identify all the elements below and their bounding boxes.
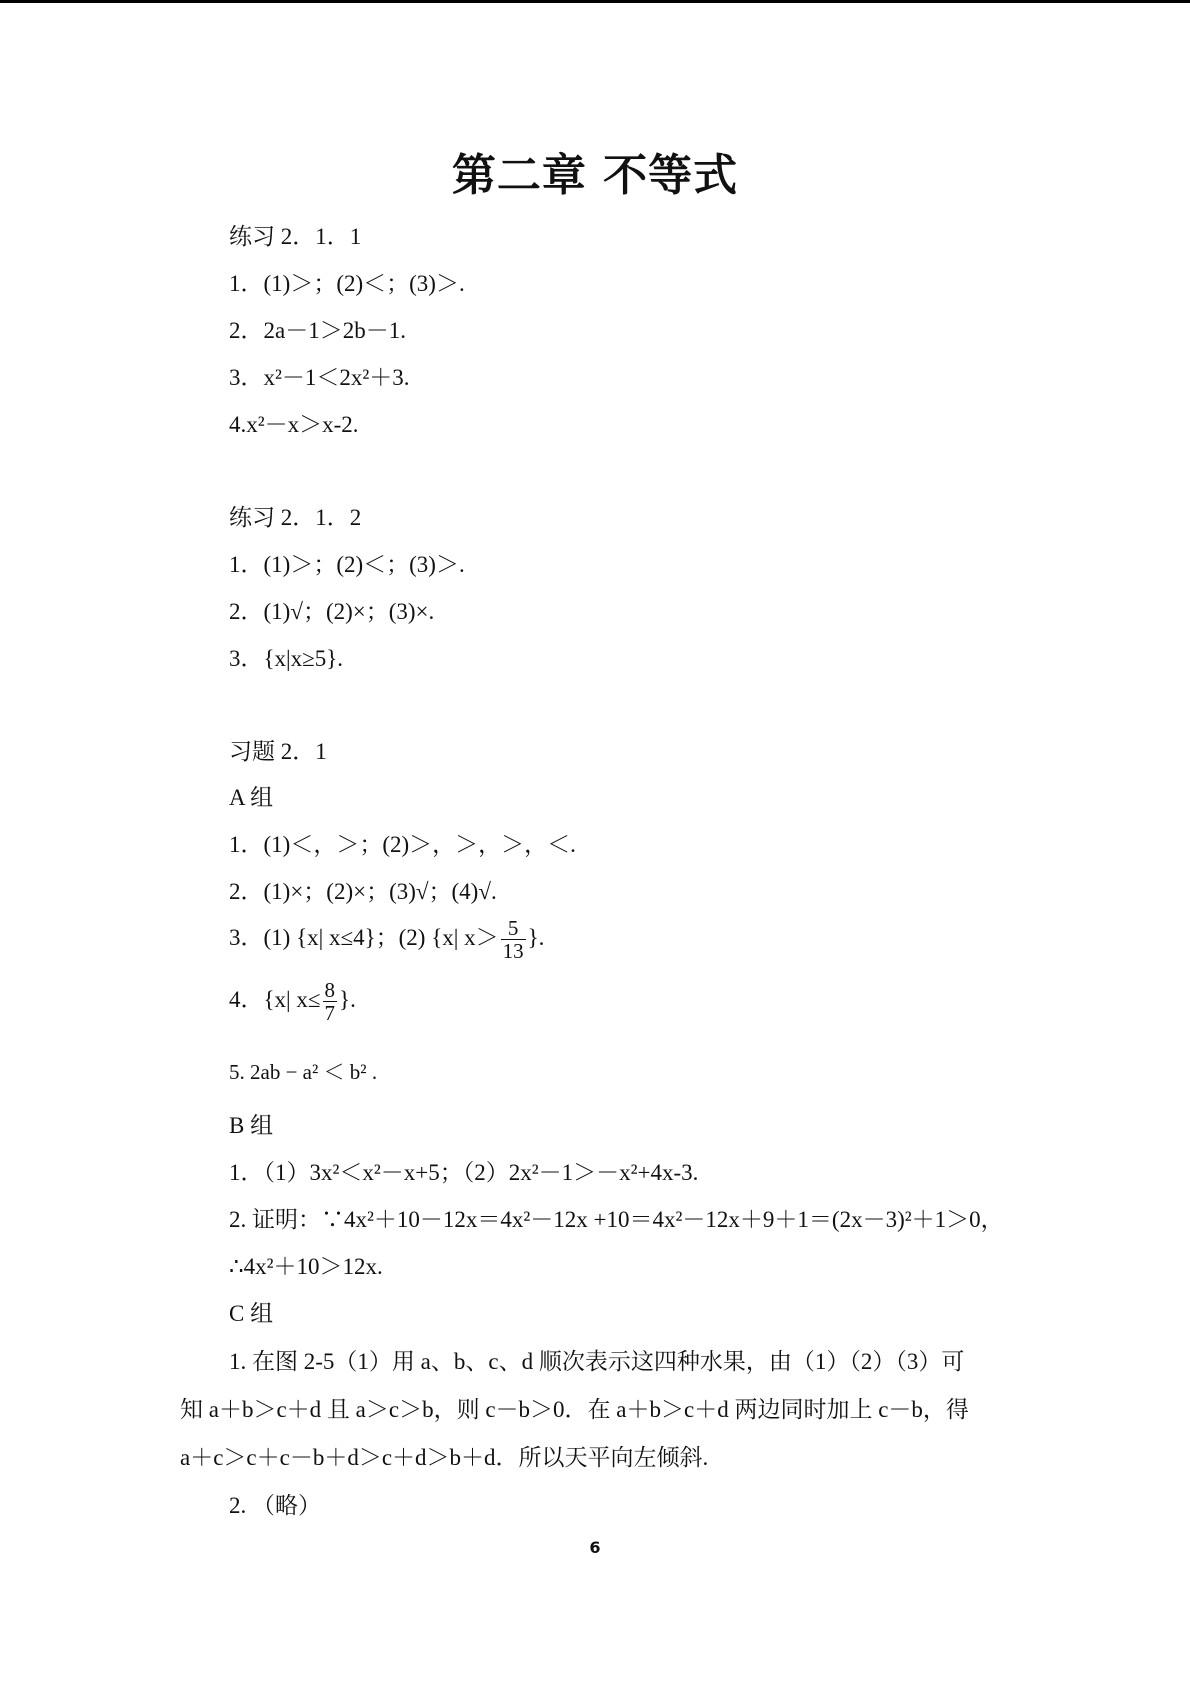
answer-line: 知 a＋b＞c＋d 且 a＞c＞b，则 c－b＞0．在 a＋b＞c＋d 两边同时加上 c－b，得 [180, 1397, 969, 1422]
fraction-denominator: 13 [502, 939, 524, 963]
answer-line: 2. 证明：∵4x²＋10－12x＝4x²－12x +10＝4x²－12x＋9＋1＝(2x－3)²＋1＞0， [229, 1207, 1004, 1232]
exercise-2-1-2-heading: 练习 2．1．2 [229, 505, 362, 530]
answer-line: 5. 2ab − a² ＜ b² . [229, 1060, 378, 1084]
page-number: 6 [589, 1538, 601, 1557]
fraction-numerator: 5 [501, 917, 526, 940]
answer-line-with-fraction [229, 979, 356, 1024]
answer-line: 2．(1)√；(2)×；(3)×. [229, 599, 435, 624]
group-b-label: B 组 [229, 1113, 274, 1138]
answer-line: 2．2a－1＞2b－1. [229, 318, 406, 343]
fraction [323, 979, 338, 1024]
chapter-title: 第二章 不等式 [451, 150, 739, 201]
answer-line: 2. （略） [229, 1493, 321, 1518]
fraction-denominator: 7 [324, 1001, 336, 1025]
answer-line: 1．（1）3x²＜x²－x+5；（2）2x²－1＞－x²+4x-3. [229, 1160, 699, 1185]
answer-line: 3．{x|x≥5}. [229, 646, 344, 671]
top-border-line [0, 0, 1190, 3]
group-c-label: C 组 [229, 1301, 274, 1326]
answer-line: 4.x²－x＞x-2. [229, 412, 359, 437]
answer-line: 2．(1)×；(2)×；(3)√；(4)√. [229, 879, 497, 904]
answer-line: 1．(1)＜，＞；(2)＞，＞，＞，＜. [229, 832, 576, 857]
answer-line-with-fraction [229, 917, 544, 962]
answer-text: 4．{x| x≤ [229, 986, 321, 1012]
fraction-numerator: 8 [324, 978, 336, 1002]
answer-line: 1．(1)＞；(2)＜；(3)＞. [229, 271, 465, 296]
group-a-label: A 组 [229, 785, 274, 810]
answer-text: 3．(1) {x| x≤4}；(2) {x| x＞ [229, 924, 499, 950]
answer-text: }. [339, 986, 356, 1012]
answer-line: 1．(1)＞；(2)＜；(3)＞. [229, 552, 465, 577]
exercise-2-1-1-heading: 练习 2．1．1 [229, 224, 362, 249]
homework-2-1-heading: 习题 2．1 [229, 739, 327, 764]
answer-line: a＋c＞c＋c－b＋d＞c＋d＞b＋d．所以天平向左倾斜. [180, 1445, 709, 1470]
answer-line: 3．x²－1＜2x²＋3. [229, 365, 410, 390]
fraction [501, 917, 526, 962]
answer-text: }. [527, 924, 545, 950]
answer-line: 1. 在图 2-5（1）用 a、b、c、d 顺次表示这四种水果，由（1）（2）（3）可 [229, 1349, 965, 1374]
answer-line: ∴4x²＋10＞12x. [229, 1254, 383, 1279]
